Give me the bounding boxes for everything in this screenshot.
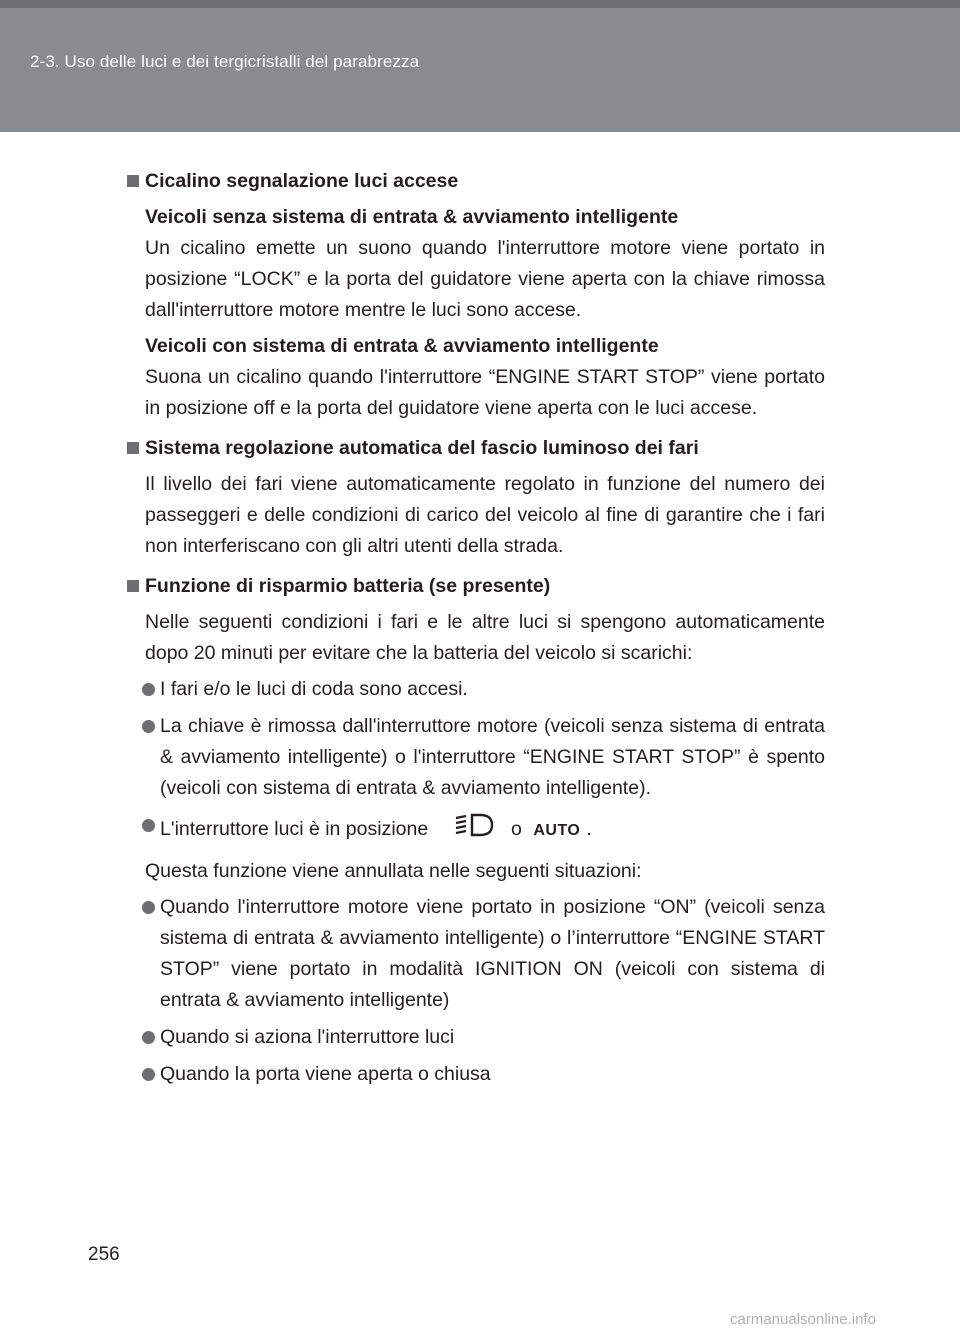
page-header [0,0,960,132]
list-item-text: Quando la porta viene aperta o chiusa [160,1063,491,1085]
subheading: Veicoli senza sistema di entrata & avviamento intelligente [145,206,679,228]
square-bullet-icon [127,580,139,592]
list-item [125,674,825,705]
or-text: o [511,818,522,841]
heading-text: Cicalino segnalazione luci accese [145,170,459,192]
sentence-end: . [586,818,592,841]
page-content [125,166,825,1099]
paragraph: Suona un cicalino quando l'interruttore “ENGINE START STOP” viene portato in posizione off e la porta del guidatore viene aperta con le luci accese. [145,366,825,419]
section-body [125,469,825,562]
section-heading [125,433,825,464]
page-number: 256 [88,1244,120,1265]
list-item-text: Quando si aziona l'interruttore luci [160,1026,455,1048]
list-item-text: Quando l'interruttore motore viene portato in posizione “ON” (veicoli senza sistema di entrata & avviamento intelligente) o l’interruttore “ENGINE START STOP” viene portato in modalità IGNITION ON (veicoli con sistema di entrata & avviamento intelligente) [160,896,825,1011]
section-battery-saver [125,571,825,1090]
section-leveling [125,433,825,562]
section-heading [125,166,825,197]
paragraph: Un cicalino emette un suono quando l'interruttore motore viene portato in posizione “LOCK” e la porta del guidatore viene aperta con la chiave rimossa dall'interruttore motore mentre le luci sono accese. [145,237,825,321]
list-item [125,892,825,1016]
list-item [125,1059,825,1090]
list-item-text: La chiave è rimossa dall'interruttore motore (veicoli senza sistema di entrata & avviamento intelligente) o l'interruttore “ENGINE START STOP” è spento (veicoli con sistema di entrata & avviamento intelligente). [160,715,825,799]
round-bullet-icon [142,819,155,832]
round-bullet-icon [142,1031,155,1044]
heading-text: Funzione di risparmio batteria (se presente) [145,575,551,597]
section-title: 2-3. Uso delle luci e dei tergicristalli del parabrezza [30,52,420,71]
section-body [125,607,825,1090]
list-item [125,711,825,804]
paragraph: Questa funzione viene annullata nelle seguenti situazioni: [145,860,642,882]
heading-text: Sistema regolazione automatica del fascio luminoso dei fari [145,437,699,459]
paragraph: Il livello dei fari viene automaticamente regolato in funzione del numero dei passeggeri e delle condizioni di carico del veicolo al fine di garantire che i fari non interferiscano con gli altri utenti della strada. [145,473,825,557]
section-heading [125,571,825,602]
round-bullet-icon [142,720,155,733]
watermark: carmanualsonline.info [730,1311,876,1328]
header-top-bar [0,0,960,8]
list-item [125,810,825,850]
round-bullet-icon [142,1068,155,1081]
list-item-text: L'interruttore luci è in posizione [160,818,429,841]
list-item-text: I fari e/o le luci di coda sono accesi. [160,678,468,700]
paragraph: Nelle seguenti condizioni i fari e le altre luci si spengono automaticamente dopo 20 minuti per evitare che la batteria del veicolo si scarichi: [145,611,825,664]
headlight-icon [452,810,496,850]
auto-label: AUTO [533,822,581,840]
square-bullet-icon [127,442,139,454]
round-bullet-icon [142,683,155,696]
subheading: Veicoli con sistema di entrata & avviamento intelligente [145,335,659,357]
round-bullet-icon [142,901,155,914]
section-buzzer [125,166,825,424]
section-body [125,202,825,424]
square-bullet-icon [127,175,139,187]
list-item [125,1022,825,1053]
